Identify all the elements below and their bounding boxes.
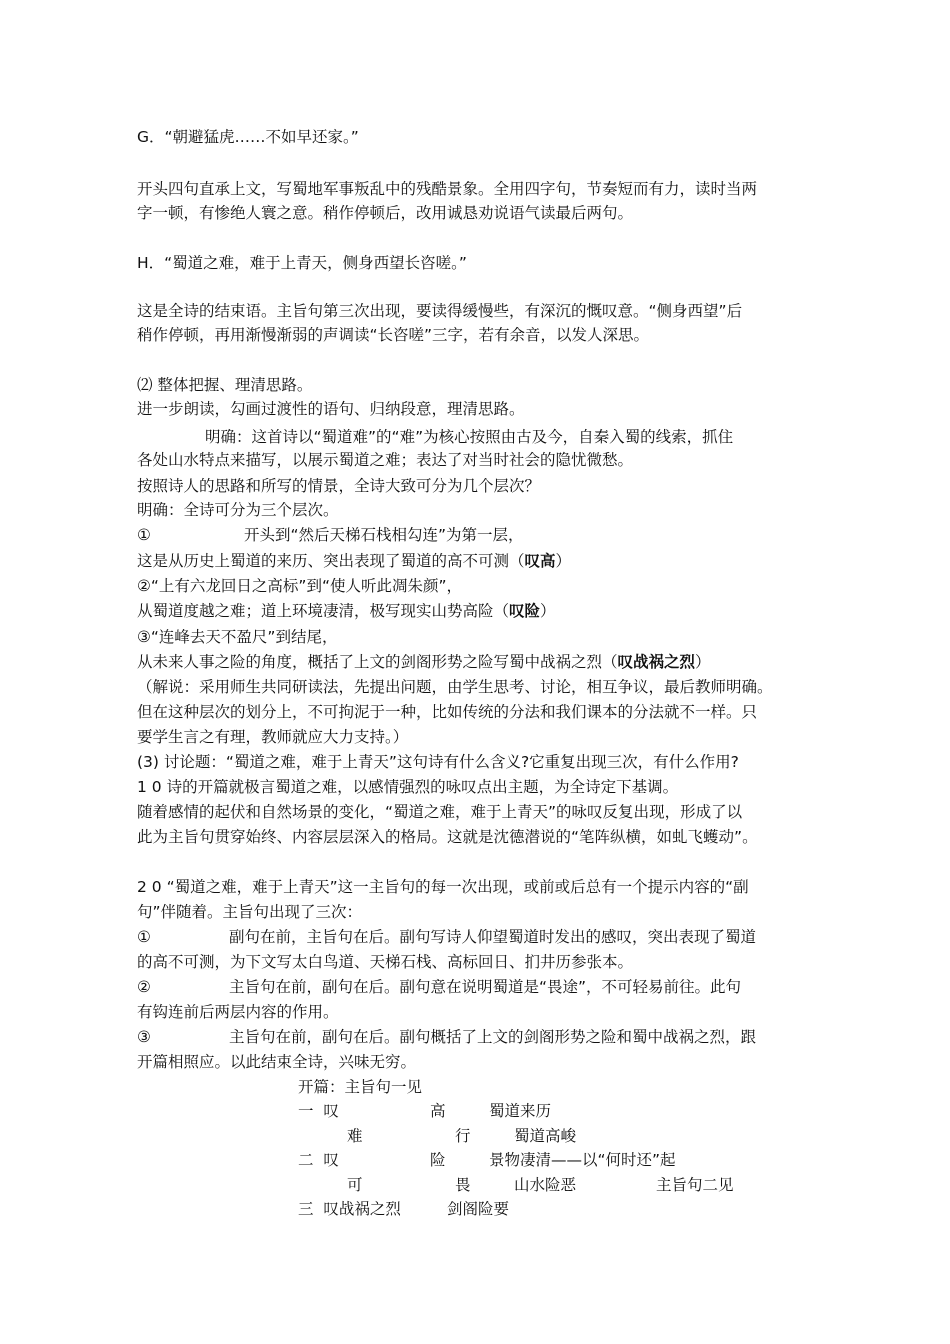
list-marker: ③ [137, 1028, 151, 1046]
section-h-heading: H．“蜀道之难，难于上青天，侧身西望长咨嗟。” [137, 254, 467, 272]
layer-2-desc: 从蜀道度越之难；道上环境凄清，极写现实山势高险（叹险） [137, 602, 556, 620]
outline-label: 景物凄清——以“何时还”起 [489, 1151, 676, 1169]
outline-label: 主旨句二见 [656, 1176, 734, 1194]
layer-1-desc: 这是从历史上蜀道的来历、突出表现了蜀道的高不可测（叹高） [137, 552, 572, 570]
outline-label: 蜀道高峻 [514, 1127, 577, 1145]
outline-label: 二 叹 [298, 1151, 339, 1169]
paragraph-line: 的高不可测，为下文写太白鸟道、天梯石栈、高标回日、扪井历参张本。 [137, 953, 634, 971]
layer-2-range: ②“上有六龙回日之高标”到“使人听此凋朱颜”， [137, 577, 463, 595]
paragraph-line: 字一顿，有惨绝人寰之意。稍作停顿后，改用诚恳劝说语气读最后两句。 [137, 204, 634, 222]
layer-3-desc: 从未来人事之险的角度，概括了上文的剑阁形势之险写蜀中战祸之烈（叹战祸之烈） [137, 653, 711, 671]
paragraph-line: 副句在前，主旨句在后。副句写诗人仰望蜀道时发出的感叹，突出表现了蜀道 [229, 928, 757, 946]
layer-3-keyword: 叹战祸之烈 [617, 653, 696, 671]
outline-label: 畏 [455, 1176, 471, 1194]
outline-label: 三 叹战祸之烈 [298, 1200, 401, 1218]
outline-label: 一 叹 [298, 1102, 339, 1120]
outline-label: 蜀道来历 [489, 1102, 552, 1120]
outline-label: 高 [430, 1102, 446, 1120]
note-line: 要学生言之有理，教师就应大力支持。） [137, 728, 409, 746]
outline-label: 行 [455, 1127, 471, 1145]
outline-label: 可 [347, 1176, 363, 1194]
paragraph-line: 稍作停顿，再用渐慢渐弱的声调读“长咨嗟”三字，若有余音，以发人深思。 [137, 326, 650, 344]
layer-3-range: ③“连峰去天不盈尺”到结尾， [137, 628, 338, 646]
note-line: 但在这种层次的划分上，不可拘泥于一种，比如传统的分法和我们课本的分法就不一样。只 [137, 703, 758, 721]
section-3-title: (3) 讨论题：“蜀道之难，难于上青天”这句诗有什么含义?它重复出现三次，有什么作用? [137, 753, 739, 771]
layer-1-keyword: 叹高 [524, 552, 556, 570]
question-line: 按照诗人的思路和所写的情景，全诗大致可分为几个层次？ [137, 477, 541, 495]
section-g-heading: G．“朝避猛虎……不如早还家。” [137, 128, 359, 146]
paragraph-line: 随着感情的起伏和自然场景的变化，“蜀道之难，难于上青天”的咏叹反复出现，形成了以 [137, 803, 743, 821]
note-line: （解说：采用师生共同研读法，先提出问题，由学生思考、讨论，相互争议，最后教师明确。 [137, 678, 773, 696]
outline-label: 剑阁险要 [447, 1200, 510, 1218]
paragraph-line: 开头四句直承上文，写蜀地军事叛乱中的残酷景象。全用四字句，节奏短而有力，读时当两 [137, 180, 758, 198]
paragraph-line: 此为主旨句贯穿始终、内容层层深入的格局。这就是沈德潜说的“笔阵纵横，如虬飞蠖动”。 [137, 828, 758, 846]
outline-opening: 开篇：主旨句一见 [298, 1078, 423, 1096]
layer-2-keyword: 叹险 [509, 602, 541, 620]
outline-label: 山水险恶 [514, 1176, 577, 1194]
paragraph-line: 句”伴随着。主旨句出现了三次： [137, 903, 363, 921]
paragraph-line: 有钩连前后两层内容的作用。 [137, 1003, 339, 1021]
outline-label: 难 [347, 1127, 363, 1145]
paragraph-line: 1 0 诗的开篇就极言蜀道之难，以感情强烈的咏叹点出主题，为全诗定下基调。 [137, 778, 679, 796]
paragraph-line: 各处山水特点来描写，以展示蜀道之难；表达了对当时社会的隐忧微愁。 [137, 451, 634, 469]
paragraph-line: 这是全诗的结束语。主旨句第三次出现，要读得缓慢些，有深沉的慨叹意。“侧身西望”后 [137, 302, 743, 320]
paragraph-line: 主旨句在前，副句在后。副句意在说明蜀道是“畏途”，不可轻易前往。此句 [229, 978, 742, 996]
paragraph-line: 进一步朗读，勾画过渡性的语句、归纳段意，理清思路。 [137, 400, 525, 418]
answer-line: 明确：全诗可分为三个层次。 [137, 501, 339, 519]
section-2-title: ⑵ 整体把握、理清思路。 [137, 376, 313, 394]
list-marker: ① [137, 928, 151, 946]
paragraph-line: 明确：这首诗以“蜀道难”的“难”为核心按照由古及今，自秦入蜀的线索，抓住 [205, 428, 734, 446]
paragraph-line: 开篇相照应。以此结束全诗，兴味无穷。 [137, 1053, 417, 1071]
paragraph-line: 2 0 “蜀道之难，难于上青天”这一主旨句的每一次出现，或前或后总有一个提示内容的“副 [137, 878, 749, 896]
paragraph-line: 主旨句在前，副句在后。副句概括了上文的剑阁形势之险和蜀中战祸之烈，跟 [229, 1028, 757, 1046]
layer-1-range: 开头到“然后天梯石栈相勾连”为第一层， [244, 526, 524, 544]
outline-label: 险 [430, 1151, 446, 1169]
list-marker: ② [137, 978, 151, 996]
list-marker: ① [137, 526, 151, 544]
